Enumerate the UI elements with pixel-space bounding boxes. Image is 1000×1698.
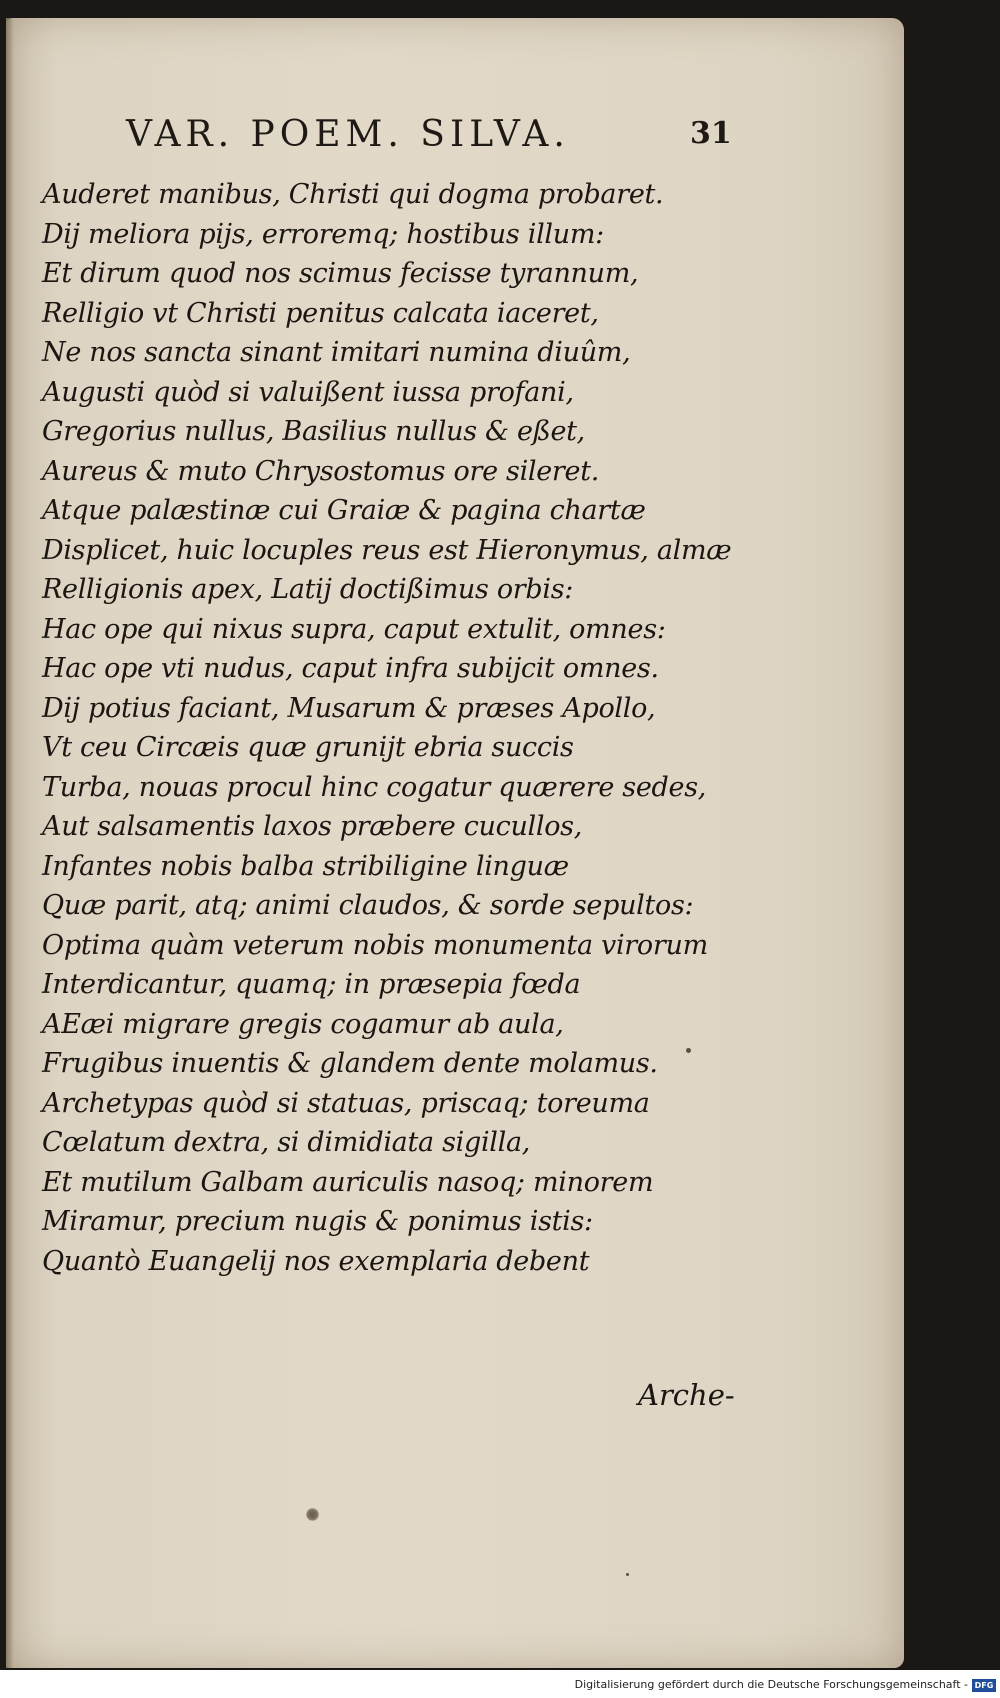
verse-line: Miramur, precium nugis & ponimus istis: bbox=[42, 1206, 593, 1237]
catchword: Arche- bbox=[638, 1378, 735, 1412]
verse-line: Relligio vt Christi penitus calcata iaceret, bbox=[42, 297, 599, 329]
verse-line: Gregorius nullus, Basilius nullus & eßet, bbox=[42, 416, 585, 447]
verse-line: Frugibus inuentis & glandem dente molamus. bbox=[42, 1048, 658, 1079]
ink-speck bbox=[686, 1048, 691, 1053]
verse-line: Relligionis apex, Latij doctißimus orbis: bbox=[42, 574, 574, 605]
verse-line: Displicet, huic locuples reus est Hieronymus, almæ bbox=[42, 534, 732, 566]
verse-line: Interdicantur, quamq; in præsepia fœda bbox=[42, 969, 581, 1000]
verse-line: Vt ceu Circæis quæ grunijt ebria succis bbox=[42, 732, 574, 763]
verse-line: Turba, nouas procul hinc cogatur quærere sedes, bbox=[42, 771, 707, 803]
verse-line: Cœlatum dextra, si dimidiata sigilla, bbox=[42, 1127, 531, 1158]
verse-line: Et dirum quod nos scimus fecisse tyrannum, bbox=[42, 258, 639, 289]
digitization-footer bbox=[0, 1670, 1000, 1698]
verse-line: AEæi migrare gregis cogamur ab aula, bbox=[42, 1008, 564, 1040]
ink-speck bbox=[626, 1573, 629, 1576]
book-page bbox=[6, 18, 904, 1668]
verse-line: Auderet manibus, Christi qui dogma probaret. bbox=[42, 179, 664, 210]
verse-line: Aut salsamentis laxos præbere cucullos, bbox=[42, 811, 582, 842]
verse-line: Archetypas quòd si statuas, priscaq; toreuma bbox=[42, 1087, 650, 1119]
dfg-logo-icon: DFG bbox=[972, 1679, 996, 1692]
verse-line: Infantes nobis balba stribiligine linguæ bbox=[42, 850, 569, 882]
running-head: VAR. POEM. SILVA. bbox=[126, 114, 570, 155]
verse-line: Dij potius faciant, Musarum & præses Apollo, bbox=[42, 692, 656, 724]
verse-line: Quæ parit, atq; animi claudos, & sorde sepultos: bbox=[42, 890, 694, 921]
verse-line: Et mutilum Galbam auriculis nasoq; minorem bbox=[42, 1166, 654, 1198]
verse-line: Ne nos sancta sinant imitari numina diuûm, bbox=[42, 337, 631, 368]
printer-ornament-icon bbox=[306, 1508, 319, 1521]
verse-line: Atque palæstinæ cui Graiæ & pagina chartæ bbox=[42, 495, 646, 526]
verse-line: Quantò Euangelij nos exemplaria debent bbox=[42, 1245, 590, 1277]
verse-line: Augusti quòd si valuißent iussa profani, bbox=[42, 376, 574, 408]
verse-line: Hac ope qui nixus supra, caput extulit, omnes: bbox=[42, 613, 666, 645]
verse-line: Aureus & muto Chrysostomus ore sileret. bbox=[42, 455, 600, 487]
verse-line: Hac ope vti nudus, caput infra subijcit omnes. bbox=[42, 653, 659, 684]
verse-text bbox=[42, 175, 731, 1281]
funding-credit: Digitalisierung gefördert durch die Deutsche Forschungsgemeinschaft - bbox=[574, 1678, 968, 1691]
page-number: 31 bbox=[690, 116, 732, 151]
verse-line: Optima quàm veterum nobis monumenta virorum bbox=[42, 929, 708, 961]
verse-line: Dij meliora pijs, erroremq; hostibus illum: bbox=[42, 218, 604, 250]
